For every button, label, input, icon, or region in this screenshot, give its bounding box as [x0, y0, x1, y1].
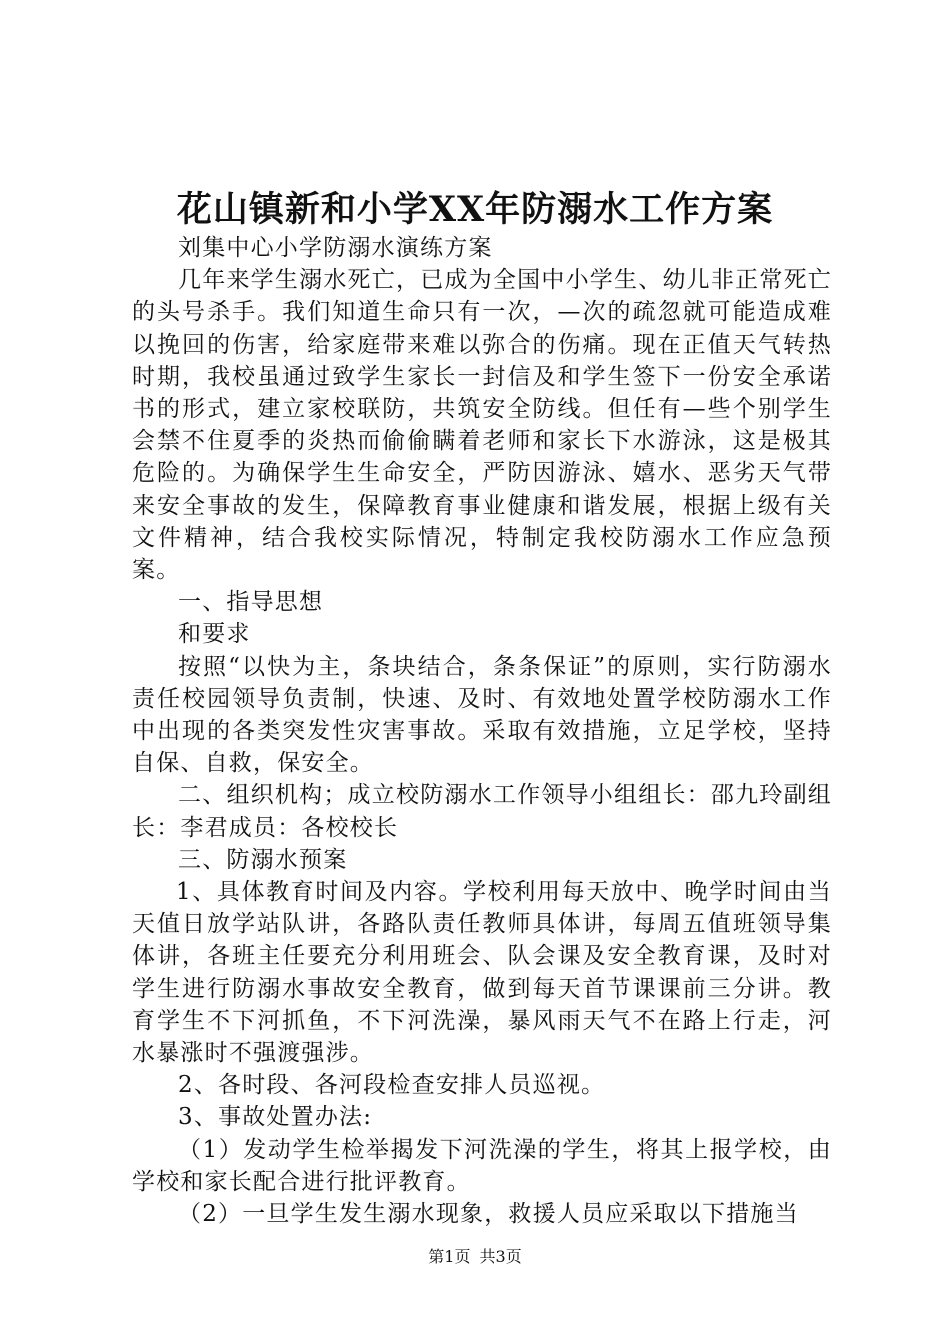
paragraph-accident-handling: 3、事故处置办法: [178, 1104, 373, 1131]
section-heading-plan: 三、防溺水预案 [178, 846, 348, 873]
paragraph-subtitle: 刘集中心小学防溺水演练方案 [178, 235, 493, 261]
document-title: 花山镇新和小学XX年防溺水工作方案 [176, 189, 774, 230]
paragraph-item-2: （2）一旦学生发生溺水现象，救援人员应采取以下措施当 [178, 1201, 799, 1228]
section-heading-requirements: 和要求 [178, 621, 251, 648]
section-heading-guiding-thought: 一、指导思想 [178, 589, 324, 616]
page-number: 第1页 共3页 [428, 1247, 522, 1266]
document-body [132, 232, 832, 1230]
paragraph-organization: 二、组织机构；成立校防溺水工作领导小组组长：邵九玲副组长：李君成员：各校校长 [132, 782, 832, 841]
paragraph-education-time: 1、具体教育时间及内容。学校利用每天放中、晚学时间由当天值日放学站队讲，各路队责任教师具体讲，每周五值班领导集体讲，各班主任要充分利用班会、队会课及安全教育课，及时对学生进行防溺水事故安全教育，做到每天首节课课前三分讲。教育学生不下河抓鱼，不下河洗澡，暴风雨天气不在路上行走，河水暴涨时不强渡强涉。 [132, 879, 832, 1067]
paragraph-principles: 按照“以快为主，条块结合，条条保证”的原则，实行防溺水责任校园领导负责制，快速、及时、有效地处置学校防溺水工作中出现的各类突发性灾害事故。采取有效措施，立足学校，坚持自保、自救，保安全。 [132, 653, 832, 777]
paragraph-intro: 几年来学生溺水死亡，已成为全国中小学生、幼儿非正常死亡的头号杀手。我们知道生命只有一次，—次的疏忽就可能造成难以挽回的伤害，给家庭带来难以弥合的伤痛。现在正值天气转热时期，我校虽通过致学生家长一封信及和学生签下一份安全承诺书的形式，建立家校联防，共筑安全防线。但任有—些个别学生会禁不住夏季的炎热而偷偷瞒着老师和家长下水游泳，这是极其危险的。为确保学生生命安全，严防因游泳、嬉水、恶劣天气带来安全事故的发生，保障教育事业健康和谐发展，根据上级有关文件精神，结合我校实际情况，特制定我校防溺水工作应急预案。 [132, 267, 832, 584]
paragraph-item-1: （1）发动学生检举揭发下河洗澡的学生，将其上报学校，由学校和家长配合进行批评教育。 [132, 1136, 832, 1195]
paragraph-patrol: 2、各时段、各河段检查安排人员巡视。 [178, 1072, 606, 1099]
